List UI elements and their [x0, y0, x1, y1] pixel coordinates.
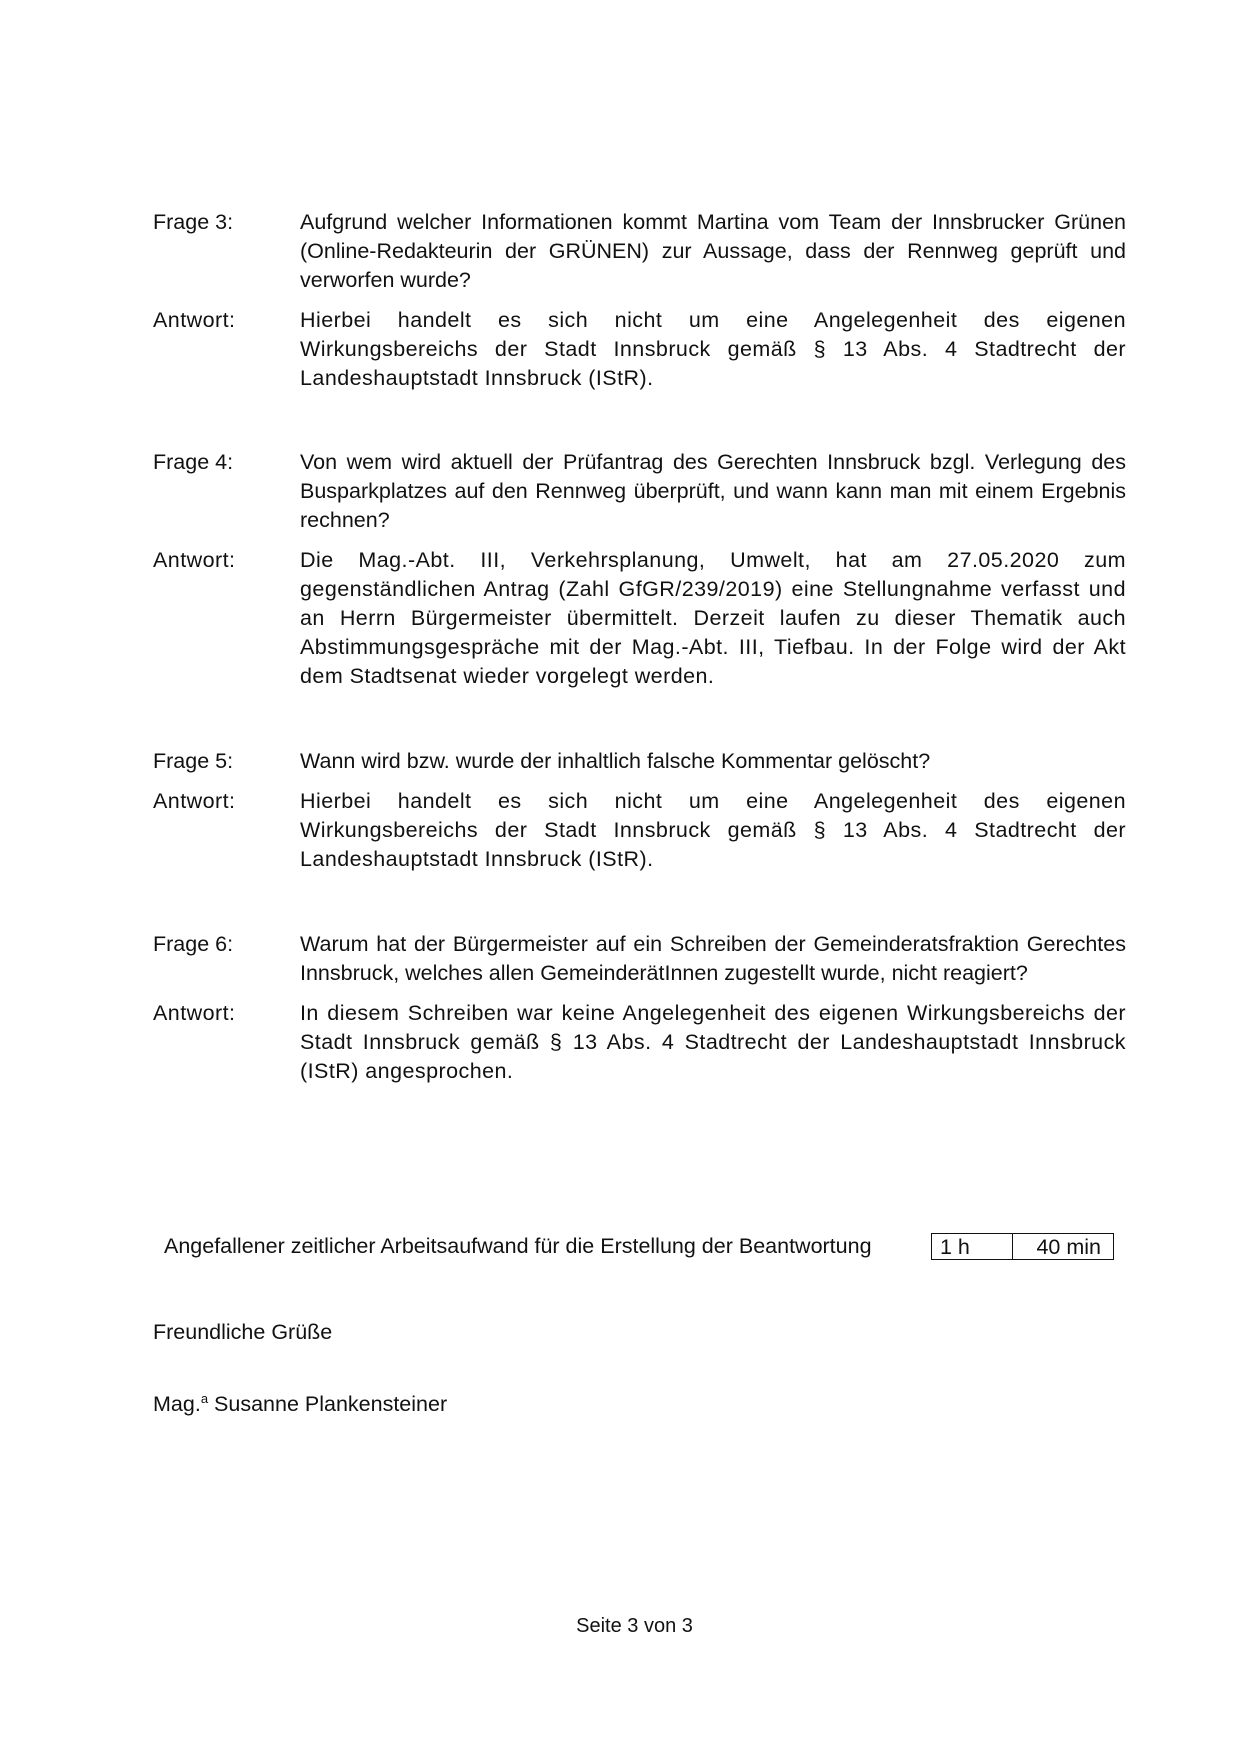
page-number: Seite 3 von 3 [576, 1615, 693, 1637]
question-label: Frage 6: [153, 932, 234, 956]
answer-row [153, 546, 1133, 691]
question-row [153, 448, 1133, 535]
closing-greeting: Freundliche Grüße [153, 1320, 333, 1344]
effort-label: Angefallener zeitlicher Arbeitsaufwand für die Erstellung der Beantwortung [164, 1234, 872, 1258]
question-row [153, 208, 1133, 295]
signature-name: Susanne Plankensteiner [214, 1392, 448, 1416]
question-label: Frage 3: [153, 210, 234, 234]
effort-table [931, 1233, 1114, 1260]
qa-block-4 [153, 448, 1133, 691]
answer-row [153, 999, 1133, 1086]
qa-block-5 [153, 747, 1133, 874]
signature-title: Mag. [153, 1392, 201, 1416]
answer-label: Antwort: [153, 308, 236, 332]
question-text: Aufgrund welcher Informationen kommt Martina vom Team der Innsbrucker Grünen (Online-Redakteurin der GRÜNEN) zur Aussage, dass der Rennweg geprüft und verworfen wurde? [300, 210, 1126, 292]
effort-minutes: 40 min [1013, 1234, 1114, 1260]
question-label: Frage 4: [153, 450, 234, 474]
question-text: Wann wird bzw. wurde der inhaltlich falsche Kommentar gelöscht? [300, 749, 931, 773]
answer-label: Antwort: [153, 1001, 236, 1025]
answer-text: Hierbei handelt es sich nicht um eine Angelegenheit des eigenen Wirkungsbereichs der Stadt Innsbruck gemäß § 13 Abs. 4 Stadtrecht der Landeshauptstadt Innsbruck (IStR). [300, 789, 1126, 871]
signature-title-sup: a [200, 1390, 209, 1406]
answer-text: Die Mag.-Abt. III, Verkehrsplanung, Umwelt, hat am 27.05.2020 zum gegenständlichen Antrag (Zahl GfGR/239/2019) eine Stellungnahme verfasst und an Herrn Bürgermeister übermittelt. Derzeit laufen zu dieser Thematik auch Abstimmungsgespräche mit der Mag.-Abt. III, Tiefbau. In der Folge wird der Akt dem Stadtsenat wieder vorgelegt werden. [300, 548, 1126, 688]
answer-text: Hierbei handelt es sich nicht um eine Angelegenheit des eigenen Wirkungsbereichs der Stadt Innsbruck gemäß § 13 Abs. 4 Stadtrecht der Landeshauptstadt Innsbruck (IStR). [300, 308, 1126, 390]
qa-block-6 [153, 930, 1133, 1086]
effort-hours: 1 h [932, 1234, 1013, 1260]
answer-text: In diesem Schreiben war keine Angelegenheit des eigenen Wirkungsbereichs der Stadt Innsbruck gemäß § 13 Abs. 4 Stadtrecht der Landeshauptstadt Innsbruck (IStR) angesprochen. [300, 1001, 1126, 1083]
signature [153, 1390, 447, 1419]
question-text: Warum hat der Bürgermeister auf ein Schreiben der Gemeinderatsfraktion Gerechtes Innsbruck, welches allen GemeinderätInnen zugestellt wurde, nicht reagiert? [300, 932, 1126, 985]
answer-label: Antwort: [153, 789, 236, 813]
question-text: Von wem wird aktuell der Prüfantrag des Gerechten Innsbruck bzgl. Verlegung des Busparkplatzes auf den Rennweg überprüft, und wann kann man mit einem Ergebnis rechnen? [300, 450, 1126, 532]
answer-row [153, 306, 1133, 393]
qa-block-3 [153, 208, 1133, 393]
question-label: Frage 5: [153, 749, 234, 773]
question-row [153, 747, 1133, 776]
question-row [153, 930, 1133, 988]
answer-label: Antwort: [153, 548, 236, 572]
effort-line [164, 1232, 1114, 1261]
answer-row [153, 787, 1133, 874]
